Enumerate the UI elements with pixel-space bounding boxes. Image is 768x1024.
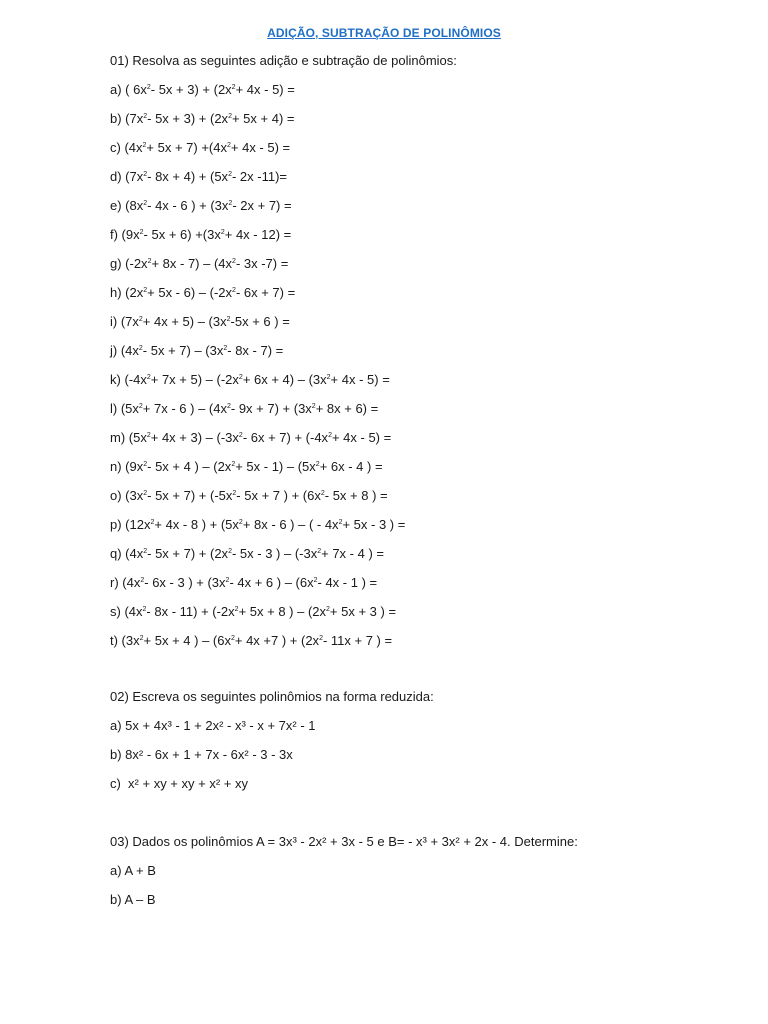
question-1-item: j) ($4x^2-$ $5x + 7) - (3x^2-$ 8x - 7) = — [110, 343, 284, 358]
question-1-item: s) ($4x^2-$ $8x - 11) + (-2x^2+ 5x + 8$ ) – ($2x^2+ 5x + 3$ ) = — [110, 604, 397, 619]
question-2-prompt: 02) Escreva os seguintes polinômios na forma reduzida: — [110, 689, 434, 704]
question-1-item: l) ($5x^2+ 7x - 6$ ) – ($4x^2-$ $9x + 7) + (3x^2+ 8x + 6)$ = — [110, 401, 379, 416]
question-1-item: c) $(4x^2+ 5x + 7) +(4x^2+ 4x - 5)$ = — [110, 140, 291, 155]
question-1-item: b) ($7x^2-$ $5x + 3) + (2x^2+ 5x + 4)$ = — [110, 111, 295, 126]
question-1-item: p) ($12x^2+ 4x - 8$ ) + ($5x^2+ 8x - 6$ ) – ( - $4x^2+ 5x - 3$ ) = — [110, 517, 406, 532]
question-1-item: m) $(5x^2+ 4x + 3) - (-3x^2-$ $6x + 7) + (-4x^2+ 4x - 5)$ = — [110, 430, 392, 445]
question-1-item: q) ($4x^2-$ $5x + 7) + (2x^2-$ 5x - 3 ) – ($-3x^2+ 7x - 4$ ) = — [110, 546, 384, 561]
question-1-item: g) $(-2x^2+ 8x - 7) - (4x^2-$ 3x -7) = — [110, 256, 289, 271]
question-1-item: k) $(-4x^2+ 7x + 5) - (-2x^2+ 6x + 4) - (3x^2+ 4x - 5)$ = — [110, 372, 390, 387]
question-1-item: i) $(7x^2+ 4x + 5) - (3x^2-5x + 6$ ) = — [110, 314, 290, 329]
question-2-item: a) 5x + 4x³ - 1 + 2x² - x³ - x + 7x² - 1 — [110, 718, 316, 733]
question-1-item: n) ($9x^2-$ 5x + 4 ) – $(2x^2+ 5x - 1) - (5x^2+ 6x - 4$ ) = — [110, 459, 383, 474]
question-1-item: a) ( $6x^2-$ $5x + 3) + (2x^2+ 4x - 5)$ = — [110, 82, 295, 97]
question-1-item: e) ($8x^2-$ 4x - 6 ) + ($3x^2-$ 2x + 7) = — [110, 198, 292, 213]
question-1-prompt: 01) Resolva as seguintes adição e subtração de polinômios: — [110, 53, 457, 68]
question-2-item: c) x² + xy + xy + x² + xy — [110, 776, 248, 791]
question-3-item: a) A + B — [110, 863, 156, 878]
question-1-item: t) ($3x^2+ 5x + 4$ ) – ($6x^2+ 4x +7$ ) + ($2x^2-$ 11x + 7 ) = — [110, 633, 393, 648]
question-2-item: b) 8x² - 6x + 1 + 7x - 6x² - 3 - 3x — [110, 747, 293, 762]
question-1-item: f) ($9x^2-$ $5x + 6) +(3x^2+ 4x - 12)$ = — [110, 227, 292, 242]
document-title: ADIÇÃO, SUBTRAÇÃO DE POLINÔMIOS — [267, 26, 501, 40]
question-3-item: b) A – B — [110, 892, 156, 907]
question-1-item: d) ($7x^2-$ $8x + 4) + (5x^2-$ 2x -11)= — [110, 169, 287, 184]
question-3-prompt: 03) Dados os polinômios A = 3x³ - 2x² + 3x - 5 e B= - x³ + 3x² + 2x - 4. Determine: — [110, 834, 578, 849]
question-1-item: r) ($4x^2-$ 6x - 3 ) + ($3x^2-$ 4x + 6 ) – ($6x^2-$ 4x - 1 ) = — [110, 575, 378, 590]
question-1-item: h) $(2x^2+ 5x - 6) - (-2x^2-$ 6x + 7) = — [110, 285, 296, 300]
question-1-item: o) ($3x^2-$ $5x + 7) + (-5x^2-$ 5x + 7 ) + ($6x^2-$ 5x + 8 ) = — [110, 488, 388, 503]
